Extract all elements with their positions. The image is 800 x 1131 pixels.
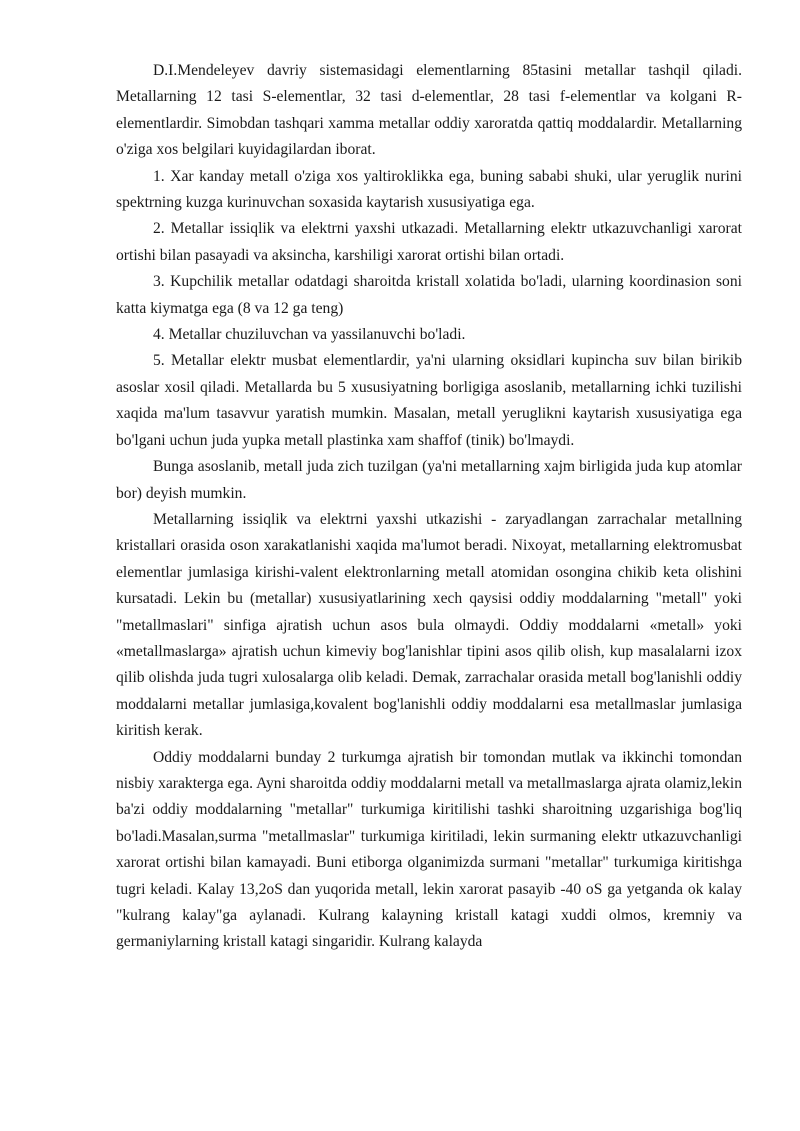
paragraph-property-4: 4. Metallar chuziluvchan va yassilanuvchi bo'ladi. xyxy=(153,326,466,344)
paragraph-property-5: 5. Metallar elektr musbat elementlardir, ya'ni ularning oksidlari kupincha suv bilan birikib asoslar xosil qiladi. Metallarda bu 5 xususiyatning borligiga asoslanib, metallarning ichki tuzilishi xaqida ma'lum tasavvur yaratish mumkin. Masalan, metall yeruglikni kaytarish xususiyatiga ega bo'lgani uchun juda yupka metall plastinka xam shaffof (tinik) bo'lmaydi. xyxy=(116,352,742,449)
paragraph-property-2: 2. Metallar issiqlik va elektrni yaxshi utkazadi. Metallarning elektr utkazuvchanligi xarorat ortishi bilan pasayadi va aksincha, karshiligi xarorat ortishi bilan ortadi. xyxy=(116,220,742,264)
paragraph-conductivity: Metallarning issiqlik va elektrni yaxshi utkazishi - zaryadlangan zarrachalar metallning kristallari orasida oson xarakatlanishi xaqida ma'lumot beradi. Nixoyat, metallarning elektromusbat elementlar jumlasiga kirishi-valent elektronlarning metall atomidan osongina chikib keta olishini kursatadi. Lekin bu (metallar) xususiyatlarining xech qaysisi oddiy moddalarning "metall" yoki "metallmaslari" sinfiga ajratish uchun asos bula olmaydi. Oddiy moddalarni «metall» yoki «metallmaslarga» ajratish uchun kimeviy bog'lanishlar tipini asos qilib olish, kup masalalarni izox qilib olishda juda tugri xulosalarga olib keladi. Demak, zarrachalar orasida metall bog'lanishli oddiy moddalarni metallar jumlasiga,kovalent bog'lanishli oddiy moddalarni esa metallmaslar jumlasiga kiritish kerak. xyxy=(116,510,742,740)
document-body xyxy=(116,58,742,956)
paragraph-property-3: 3. Kupchilik metallar odatdagi sharoitda kristall xolatida bo'ladi, ularning koordinasion soni katta kiymatga ega (8 va 12 ga teng) xyxy=(116,273,742,317)
paragraph-conclusion: Bunga asoslanib, metall juda zich tuzilgan (ya'ni metallarning xajm birligida juda kup atomlar bor) deyish mumkin. xyxy=(116,458,742,502)
paragraph-intro: D.I.Mendeleyev davriy sistemasidagi elementlarning 85tasini metallar tashqil qiladi. Metallarning 12 tasi S-elementlar, 32 tasi d-elementlar, 28 tasi f-elementlar va kolgani R-elementlardir. Simobdan tashqari xamma metallar oddiy xaroratda qattiq moddalardir. Metallarning o'ziga xos belgilari kuyidagilardan iborat. xyxy=(116,62,742,159)
paragraph-classification: Oddiy moddalarni bunday 2 turkumga ajratish bir tomondan mutlak va ikkinchi tomondan nisbiy xarakterga ega. Ayni sharoitda oddiy moddalarni metall va metallmaslarga ajrata olamiz,lekin ba'zi oddiy moddalarning "metallar" turkumiga kiritilishi tashki sharoitning uzgarishiga bog'liq bo'ladi.Masalan,surma "metallmaslar" turkumiga kiritiladi, lekin surmaning elektr utkazuvchanligi xarorat ortishi bilan kamayadi. Buni etiborga olganimizda surmani "metallar" turkumiga kiritishga tugri keladi. Kalay 13,2oS dan yuqorida metall, lekin xarorat pasayib -40 oS ga yetganda ok kalay "kulrang kalay"ga aylanadi. Kulrang kalayning kristall katagi xuddi olmos, kremniy va germaniylarning kristall katagi singaridir. Kulrang kalayda xyxy=(116,748,742,951)
paragraph-property-1: 1. Xar kanday metall o'ziga xos yaltiroklikka ega, buning sababi shuki, ular yeruglik nurini spektrning kuzga kurinuvchan soxasida kaytarish xususiyatiga ega. xyxy=(116,167,742,212)
